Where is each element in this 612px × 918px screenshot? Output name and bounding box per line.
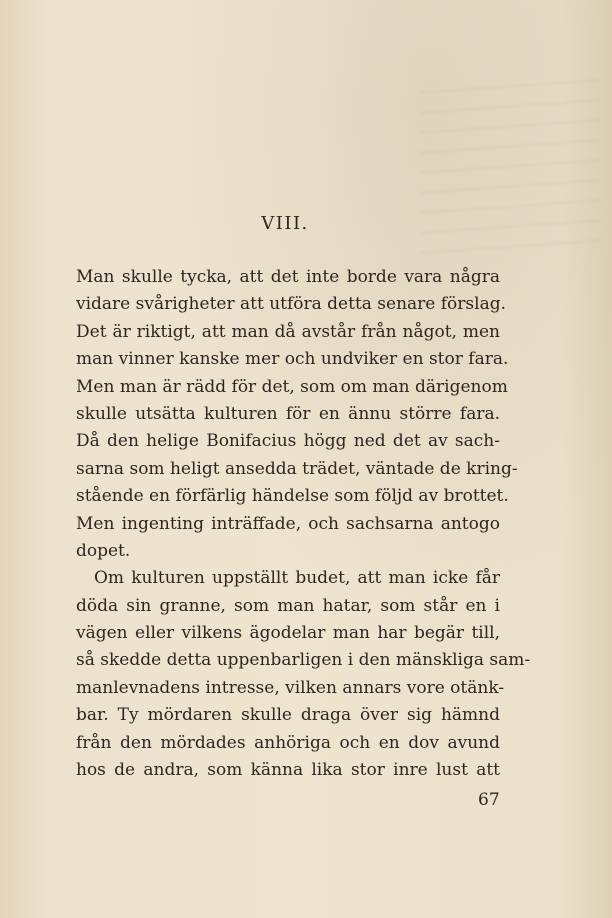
chapter-heading: VIII. xyxy=(261,213,309,234)
text-line: Då den helige Bonifacius högg ned det av sach- xyxy=(76,431,500,452)
text-line: döda sin granne, som man hatar, som står en i xyxy=(76,595,500,616)
text-line: sarna som heligt ansedda trädet, väntade de kring- xyxy=(76,458,518,479)
text-line: skulle utsätta kulturen för en ännu större fara. xyxy=(76,403,500,424)
text-line: hos de andra, som känna lika stor inre lust att xyxy=(76,760,500,781)
text-line: bar. Ty mördaren skulle draga över sig hämnd xyxy=(76,705,500,726)
text-line: vägen eller vilkens ägodelar man har begär till, xyxy=(76,623,500,644)
text-line: stående en förfärlig händelse som följd av brottet. xyxy=(76,486,509,507)
text-line: från den mördades anhöriga och en dov avund xyxy=(76,732,500,753)
page-number: 67 xyxy=(478,790,500,810)
body-text xyxy=(76,264,531,784)
text-line: Men ingenting inträffade, och sachsarna antogo xyxy=(76,513,500,534)
text-line: Men man är rädd för det, som om man därigenom xyxy=(76,376,508,397)
text-line: Man skulle tycka, att det inte borde vara några xyxy=(76,267,500,287)
text-line: Det är riktigt, att man då avstår från något, men xyxy=(76,321,500,342)
text-line: man vinner kanske mer och undviker en stor fara. xyxy=(76,349,509,370)
text-line: vidare svårigheter att utföra detta senare förslag. xyxy=(76,294,507,315)
text-line: dopet. xyxy=(76,540,131,561)
text-line: Om kulturen uppställt budet, att man icke får xyxy=(94,568,500,589)
text-line: så skedde detta uppenbarligen i den mänskliga sam- xyxy=(76,650,531,671)
text-line: manlevnadens intresse, vilken annars vore otänk- xyxy=(76,677,505,698)
